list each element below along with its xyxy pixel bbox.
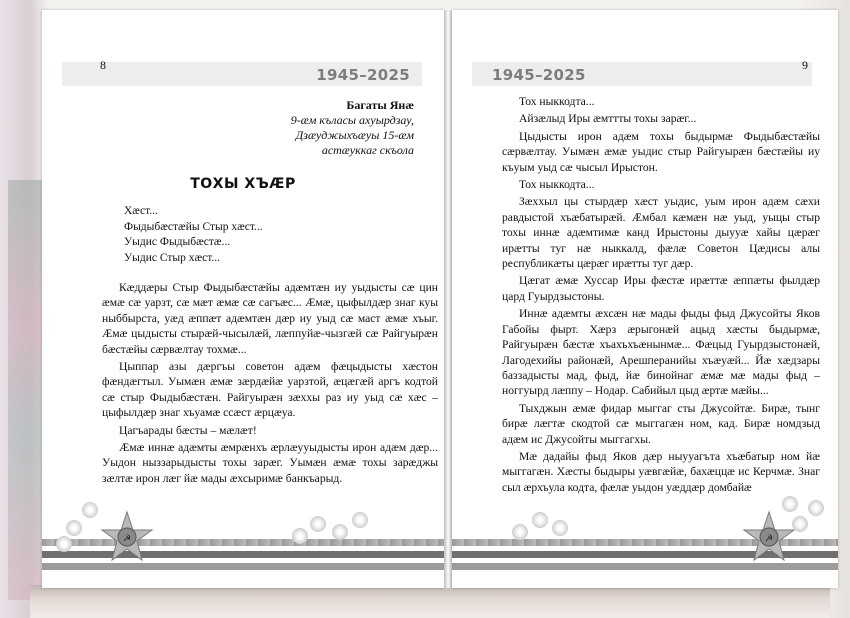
year-logo: 1945–2025 [492,66,586,84]
paragraph: Тыхджын æмæ фидар мыггаг сты Джусойтæ. Бирæ, тынг бирæ лæгтæ скодтой сæ мыггагæн ном, кад. Бирæ номдзыд адæм ис Джусойты мыггагхы. [502,401,820,446]
footer-decoration [452,493,838,588]
flower-icon [332,524,348,540]
footer-decoration [42,493,444,588]
flower-icon [56,536,72,552]
poem-line: Хæст... [124,205,158,217]
svg-text:☭: ☭ [122,534,132,544]
right-page [452,10,838,588]
svg-text:☭: ☭ [764,534,774,544]
ribbon-stripe [42,563,444,570]
author-info-line: астæуккаг скъола [321,143,414,157]
flower-icon [552,520,568,536]
body-text [102,280,438,488]
ribbon-stripe [452,563,838,570]
flower-icon [808,500,824,516]
paragraph: Цыппар азы дæргъы советон адæм фæцыдысты хæстон фæндæгтыл. Уымæн æмæ зæрдæйæ уарзтой, æцæгæй аргъ кодтой сæ стыр Фыдыбæстæн. Райгуырæн зæххы раз иу уыд сæ хæс – цыфылдæр знаг хъуамæ ссæст æрцæуа. [102,360,438,420]
author-block [291,98,414,158]
author-info-line: 9-æм къласы ахуырдзау, [290,113,414,127]
left-cover-decoration [8,180,42,600]
flower-icon [82,502,98,518]
flower-icon [512,524,528,540]
flower-icon [66,520,82,536]
paragraph: Кæддæры Стыр Фыдыбæстæйы адæмтæн иу уыдысты сæ цин æмæ сæ уарзт, сæ мæт æмæ сæ сагъæс... Æмæ, цыфылдæр знаг куы ныббырста, уæд æппæт адæмтæн дæр иу уыд сæ маст æмæ хъыг. Æмæ цыдысты стырæй-чысылæй, лæппуйæ-чызгæй сæ Райгуырæн бæстæйы сæрвæлтау тохмæ... [102,281,438,356]
page-number: 9 [802,58,808,72]
flower-icon [310,516,326,532]
left-page [42,10,444,588]
flower-icon [292,528,308,544]
paragraph: Цыдысты ирон адæм тохы быдырмæ Фыдыбæстæйы сæрвæлтау. Уымæн æмæ уыдис стыр Райгуырæн бæстæйы иу къуым уыд сæ чысыл Ирыстон. [502,129,820,174]
poem-line: Фыдыбæстæйы Стыр хæст... [124,220,263,233]
page-number: 8 [100,58,106,72]
year-logo: 1945–2025 [316,66,410,84]
book-gutter [444,10,452,588]
flower-icon [352,512,368,528]
paragraph: Æмæ иннæ адæмты æмрæнхъ æрлæууыдысты ирон адæм дæр... Уыдон ныззарыдысты тохы зарæг. Уымæн æмæ тохы зарæджы зæлтæ ирон лæг йæ мады æхсыримæ банкъарыд. [102,441,438,485]
order-star-icon [742,510,796,564]
flower-icon [532,512,548,528]
paragraph: Айзæлыд Иры æмттты тохы зарæг... [519,112,697,126]
paragraph: Зæххыл цы стырдæр хæст уыдис, уым ирон адæм сæхи равдыстой хъæбатырæй. Æмбал кæмæн нæ уыд, уыцы стыр тохы иннæ адæмтимæ канд Ирыстоны дыууæ хайы цæрæг ирæтты туг нæ ныккалд, фæлæ Советон Цæдисы алы республикæты цæрæг ирæтты туг дæр. [502,195,820,271]
paragraph: Иннæ адæмты æхсæн нæ мады фыды фыд Джусойты Яков Габойы фырт. Хæрз æрыгонæй ацыд хæсты быдырмæ, Райгуырæн бæстæ хъахъхъæнынмæ... Фæцыд Гуырдзыстонæй, Лагодехийы районæй, Арешперанийы хъæуæй... Йæ хæдзары баззадысты мад, фыд, йæ бинойнаг æмæ мæ мады фыд – ноггуырд лæппу – Нодар. Сабийыл цыд æртæ мæйы... [502,307,820,398]
author-name: Багаты Янæ [346,98,414,112]
paragraph: Тох ныккодта... [519,178,595,192]
author-info-line: Дзæуджыхъæуы 15-æм [295,128,414,142]
paragraph: Мæ дадайы фыд Яков дæр ныууагъта хъæбатыр ном йæ мыггагæн. Хæсты быдыры уæвгæйæ, бахæццæ ис Керчмæ. Знаг сыл æрхъула кодта, фæлæ уыдон уæддæр домбайæ [502,449,820,494]
poem-line: Уыдис Стыр хæст... [124,251,221,264]
poem-line: Уыдис Фыдыбæстæ... [124,236,231,248]
poem [124,204,263,266]
page-title: ТОХЫ ХЪÆР [190,176,296,192]
bottom-cover-strip [30,585,830,618]
body-text [502,94,820,497]
paragraph: Цагъарады бæсты – мæлæт! [119,423,257,437]
flower-icon [782,496,798,512]
flower-icon [792,516,808,532]
paragraph: Цæгат æмæ Хуссар Иры фæстæ ирæттæ æппæты фылдæр цард Гуырдзыстоны. [502,274,820,303]
order-star-icon [100,510,154,564]
paragraph: Тох ныккодта... [519,95,595,108]
